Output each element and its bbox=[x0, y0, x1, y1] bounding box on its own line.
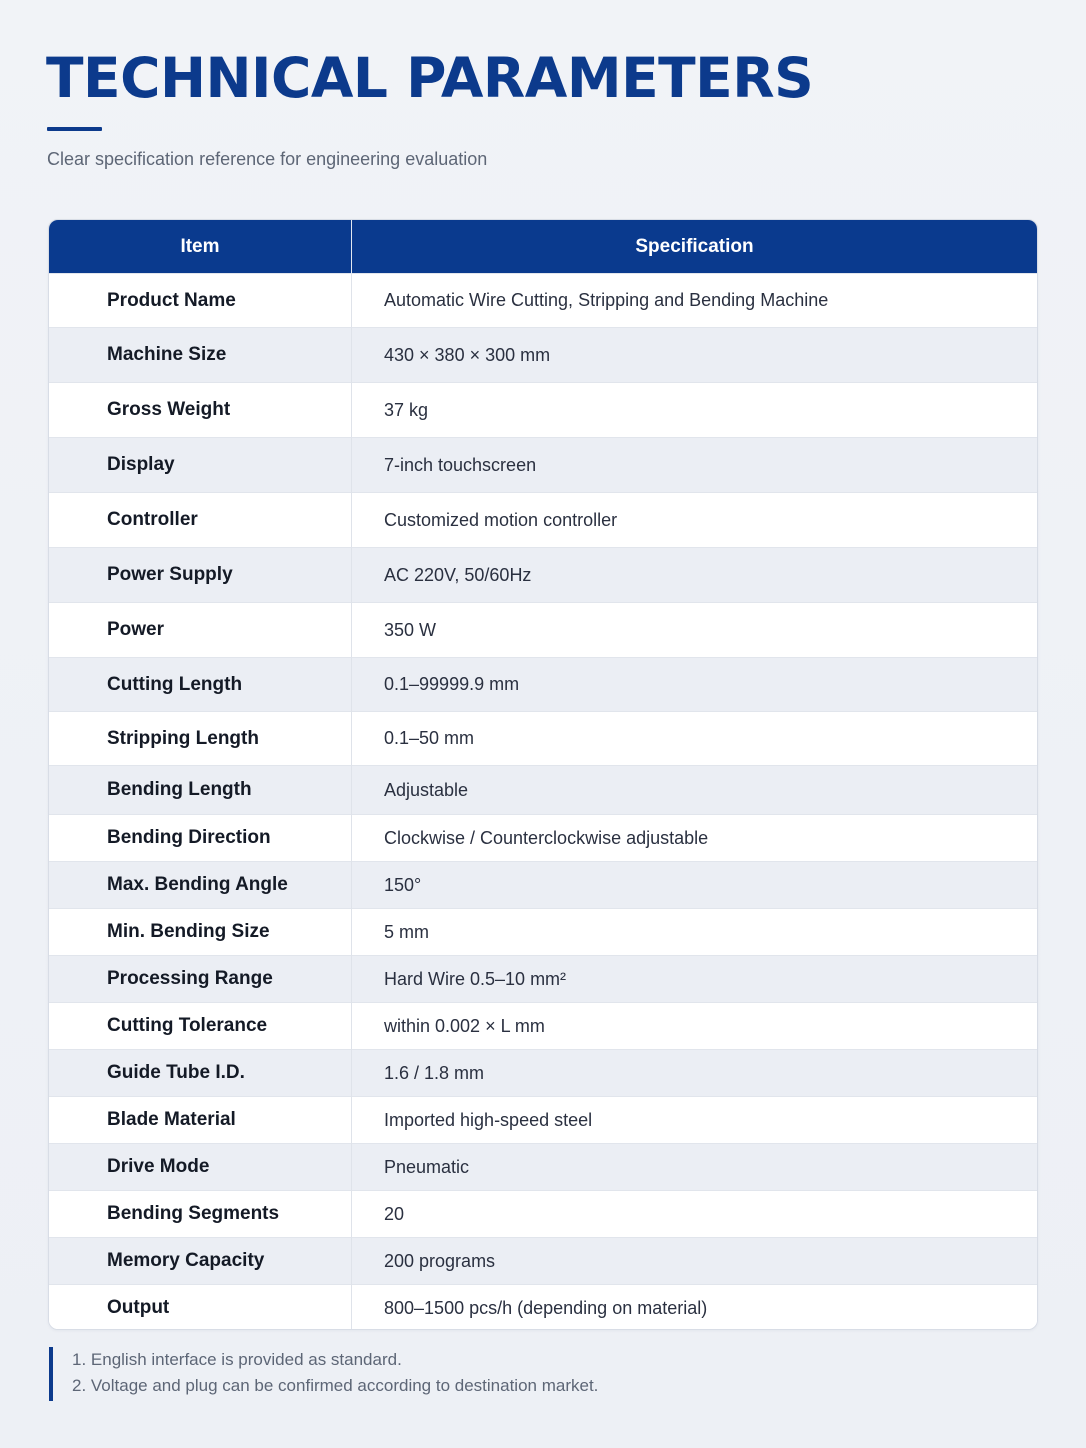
specification-cell: AC 220V, 50/60Hz bbox=[352, 548, 1038, 603]
specification-cell: 350 W bbox=[352, 603, 1038, 658]
specification-cell: Imported high-speed steel bbox=[352, 1097, 1038, 1144]
column-header-specification: Specification bbox=[352, 220, 1038, 274]
table-row bbox=[49, 1050, 1037, 1097]
item-name-cell: Stripping Length bbox=[49, 712, 352, 766]
table-row bbox=[49, 658, 1037, 712]
item-name-cell: Output bbox=[49, 1285, 352, 1331]
table-row bbox=[49, 328, 1037, 383]
page-title: TECHNICAL PARAMETERS bbox=[46, 46, 814, 110]
item-name-cell: Drive Mode bbox=[49, 1144, 352, 1191]
specification-cell: 200 programs bbox=[352, 1238, 1038, 1285]
specification-cell: Automatic Wire Cutting, Stripping and Bending Machine bbox=[352, 274, 1038, 328]
item-name-cell: Bending Segments bbox=[49, 1191, 352, 1238]
item-name-cell: Blade Material bbox=[49, 1097, 352, 1144]
table-row bbox=[49, 1097, 1037, 1144]
table-row bbox=[49, 493, 1037, 548]
specification-cell: 5 mm bbox=[352, 909, 1038, 956]
table-row bbox=[49, 438, 1037, 493]
specification-cell: Adjustable bbox=[352, 766, 1038, 815]
specification-cell: 0.1–50 mm bbox=[352, 712, 1038, 766]
title-underline bbox=[47, 127, 102, 131]
specification-cell: 430 × 380 × 300 mm bbox=[352, 328, 1038, 383]
note-line: 1. English interface is provided as standard. bbox=[72, 1350, 402, 1369]
notes-section bbox=[49, 1347, 949, 1401]
item-name-cell: Cutting Tolerance bbox=[49, 1003, 352, 1050]
item-name-cell: Max. Bending Angle bbox=[49, 862, 352, 909]
table-row bbox=[49, 956, 1037, 1003]
table-row bbox=[49, 1285, 1037, 1331]
page-subtitle: Clear specification reference for engineering evaluation bbox=[47, 149, 488, 169]
item-name-cell: Bending Direction bbox=[49, 815, 352, 862]
table-row bbox=[49, 548, 1037, 603]
item-name-cell: Bending Length bbox=[49, 766, 352, 815]
specification-cell: 1.6 / 1.8 mm bbox=[352, 1050, 1038, 1097]
table-row bbox=[49, 862, 1037, 909]
item-name-cell: Processing Range bbox=[49, 956, 352, 1003]
table-body bbox=[49, 274, 1037, 1331]
specification-cell: 0.1–99999.9 mm bbox=[352, 658, 1038, 712]
specification-cell: 7-inch touchscreen bbox=[352, 438, 1038, 493]
table-row bbox=[49, 766, 1037, 815]
specification-cell: Customized motion controller bbox=[352, 493, 1038, 548]
item-name-cell: Cutting Length bbox=[49, 658, 352, 712]
table-row bbox=[49, 909, 1037, 956]
specification-cell: Clockwise / Counterclockwise adjustable bbox=[352, 815, 1038, 862]
spec-table bbox=[49, 220, 1037, 1330]
spec-table-container bbox=[48, 219, 1038, 1330]
specification-cell: 37 kg bbox=[352, 383, 1038, 438]
item-name-cell: Gross Weight bbox=[49, 383, 352, 438]
specification-cell: Pneumatic bbox=[352, 1144, 1038, 1191]
item-name-cell: Controller bbox=[49, 493, 352, 548]
item-name-cell: Min. Bending Size bbox=[49, 909, 352, 956]
table-header-row bbox=[49, 220, 1037, 274]
table-row bbox=[49, 383, 1037, 438]
table-row bbox=[49, 1191, 1037, 1238]
item-name-cell: Memory Capacity bbox=[49, 1238, 352, 1285]
table-row bbox=[49, 712, 1037, 766]
table-row bbox=[49, 1238, 1037, 1285]
table-row bbox=[49, 603, 1037, 658]
table-row bbox=[49, 815, 1037, 862]
specification-cell: 800–1500 pcs/h (depending on material) bbox=[352, 1285, 1038, 1331]
item-name-cell: Machine Size bbox=[49, 328, 352, 383]
note-line: 2. Voltage and plug can be confirmed according to destination market. bbox=[72, 1376, 599, 1395]
item-name-cell: Display bbox=[49, 438, 352, 493]
item-name-cell: Product Name bbox=[49, 274, 352, 328]
item-name-cell: Power Supply bbox=[49, 548, 352, 603]
table-row bbox=[49, 1144, 1037, 1191]
item-name-cell: Guide Tube I.D. bbox=[49, 1050, 352, 1097]
specification-cell: 150° bbox=[352, 862, 1038, 909]
specification-cell: 20 bbox=[352, 1191, 1038, 1238]
column-header-item: Item bbox=[49, 220, 352, 274]
table-row bbox=[49, 274, 1037, 328]
specification-cell: Hard Wire 0.5–10 mm² bbox=[352, 956, 1038, 1003]
item-name-cell: Power bbox=[49, 603, 352, 658]
specification-cell: within 0.002 × L mm bbox=[352, 1003, 1038, 1050]
table-row bbox=[49, 1003, 1037, 1050]
